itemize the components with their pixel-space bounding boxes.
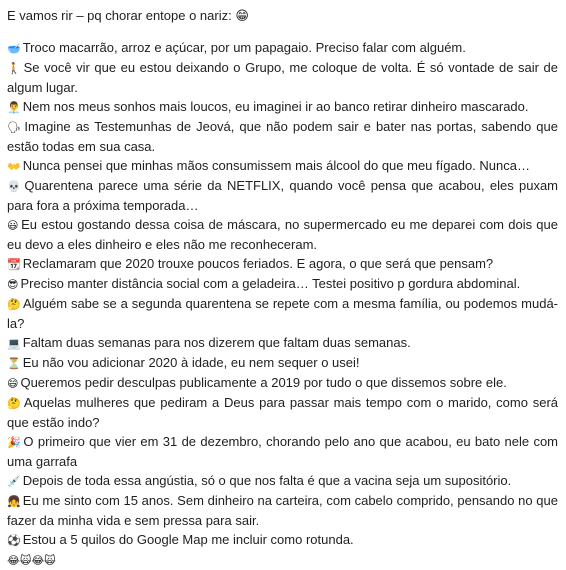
laughing-cats-icon: 😂🙀😂🙀 <box>7 554 56 567</box>
emoji-icon: 👨‍💼 <box>7 101 21 114</box>
emoji-icon: 🥣 <box>7 42 21 55</box>
emoji-icon: 💉 <box>7 475 21 488</box>
joke-item <box>7 274 558 294</box>
emoji-icon: 💻 <box>7 337 21 350</box>
joke-text: Preciso manter distância social com a geladeira… Testei positivo p gordura abdominal. <box>20 276 521 291</box>
joke-text: Faltam duas semanas para nos dizerem que faltam duas semanas. <box>22 335 411 350</box>
joke-text: Aquelas mulheres que pediram a Deus para passar mais tempo com o marido, como será que estão indo? <box>7 395 559 430</box>
joke-item <box>7 373 558 393</box>
joke-text: Se você vir que eu estou deixando o Grupo, me coloque de volta. É só vontade de sair de algum lugar. <box>7 60 558 95</box>
emoji-icon: 😃 <box>7 219 20 232</box>
joke-item <box>7 432 558 471</box>
joke-text: Quarentena parece uma série da NETFLIX, quando você pensa que acabou, eles puxam para fora a próxima temporada… <box>7 178 559 213</box>
joke-text: Eu não vou adicionar 2020 à idade, eu nem sequer o usei! <box>22 355 360 370</box>
joke-item <box>7 491 558 530</box>
joke-item <box>7 353 558 373</box>
emoji-icon: 📆 <box>7 258 21 271</box>
joke-item <box>7 254 558 274</box>
joke-text: Eu me sinto com 15 anos. Sem dinheiro na carteira, com cabelo comprido, pensando no que fazer da minha vida e sem pressa para sair. <box>7 493 558 528</box>
joke-text: Nunca pensei que minhas mãos consumissem mais álcool do que meu fígado. Nunca… <box>22 158 530 173</box>
emoji-icon: 👧 <box>7 495 21 508</box>
joke-item <box>7 294 558 333</box>
joke-item <box>7 117 558 156</box>
joke-text: Depois de toda essa angústia, só o que nos falta é que a vacina seja um supositório. <box>22 473 512 488</box>
emoji-icon: 😎 <box>7 278 19 291</box>
emoji-icon: 🗣 <box>7 121 23 134</box>
joke-text: Estou a 5 quilos do Google Map me incluir como rotunda. <box>22 532 354 547</box>
joke-item <box>7 471 558 491</box>
joke-item <box>7 333 558 353</box>
emoji-icon: 🤔 <box>7 397 22 410</box>
joke-text: Imagine as Testemunhas de Jeová, que não podem sair e bater nas portas, sabendo que estão todas em sua casa. <box>7 119 559 154</box>
joke-text: Eu estou gostando dessa coisa de máscara, no supermercado eu me deparei com dois que eu devo a eles dinheiro e eles não me reconheceram. <box>7 217 558 252</box>
joke-item <box>7 215 558 254</box>
emoji-icon: ⏳ <box>7 357 21 370</box>
joke-item <box>7 97 558 117</box>
joke-text: Nem nos meus sonhos mais loucos, eu imaginei ir ao banco retirar dinheiro mascarado. <box>22 99 529 114</box>
emoji-icon: 🎉 <box>7 436 22 449</box>
message-title: E vamos rir – pq chorar entope o nariz: 😁 <box>7 8 249 23</box>
joke-item <box>7 176 558 215</box>
joke-text: Troco macarrão, arroz e açúcar, por um papagaio. Preciso falar com alguém. <box>22 40 466 55</box>
joke-text: O primeiro que vier em 31 de dezembro, chorando pelo ano que acabou, eu bato nele com uma garrafa <box>7 434 559 469</box>
emoji-icon: 🤔 <box>7 298 21 311</box>
emoji-icon: 😄 <box>7 377 19 390</box>
joke-item <box>7 530 558 550</box>
footer-emoji-row <box>7 550 558 570</box>
emoji-icon: 🚶 <box>7 62 22 75</box>
emoji-icon: 💀 <box>7 180 23 193</box>
joke-item <box>7 58 558 97</box>
joke-text: Reclamaram que 2020 trouxe poucos feriados. E agora, o que será que pensam? <box>22 256 494 271</box>
joke-item <box>7 393 558 432</box>
joke-item <box>7 156 558 176</box>
joke-item <box>7 38 558 58</box>
joke-list <box>7 38 558 550</box>
emoji-icon: ⚽ <box>7 534 21 547</box>
emoji-icon: 👐 <box>7 160 21 173</box>
joke-text: Queremos pedir desculpas publicamente a 2019 por tudo o que dissemos sobre ele. <box>20 375 507 390</box>
joke-text: Alguém sabe se a segunda quarentena se repete com a mesma família, ou podemos mudá-la? <box>7 296 559 331</box>
